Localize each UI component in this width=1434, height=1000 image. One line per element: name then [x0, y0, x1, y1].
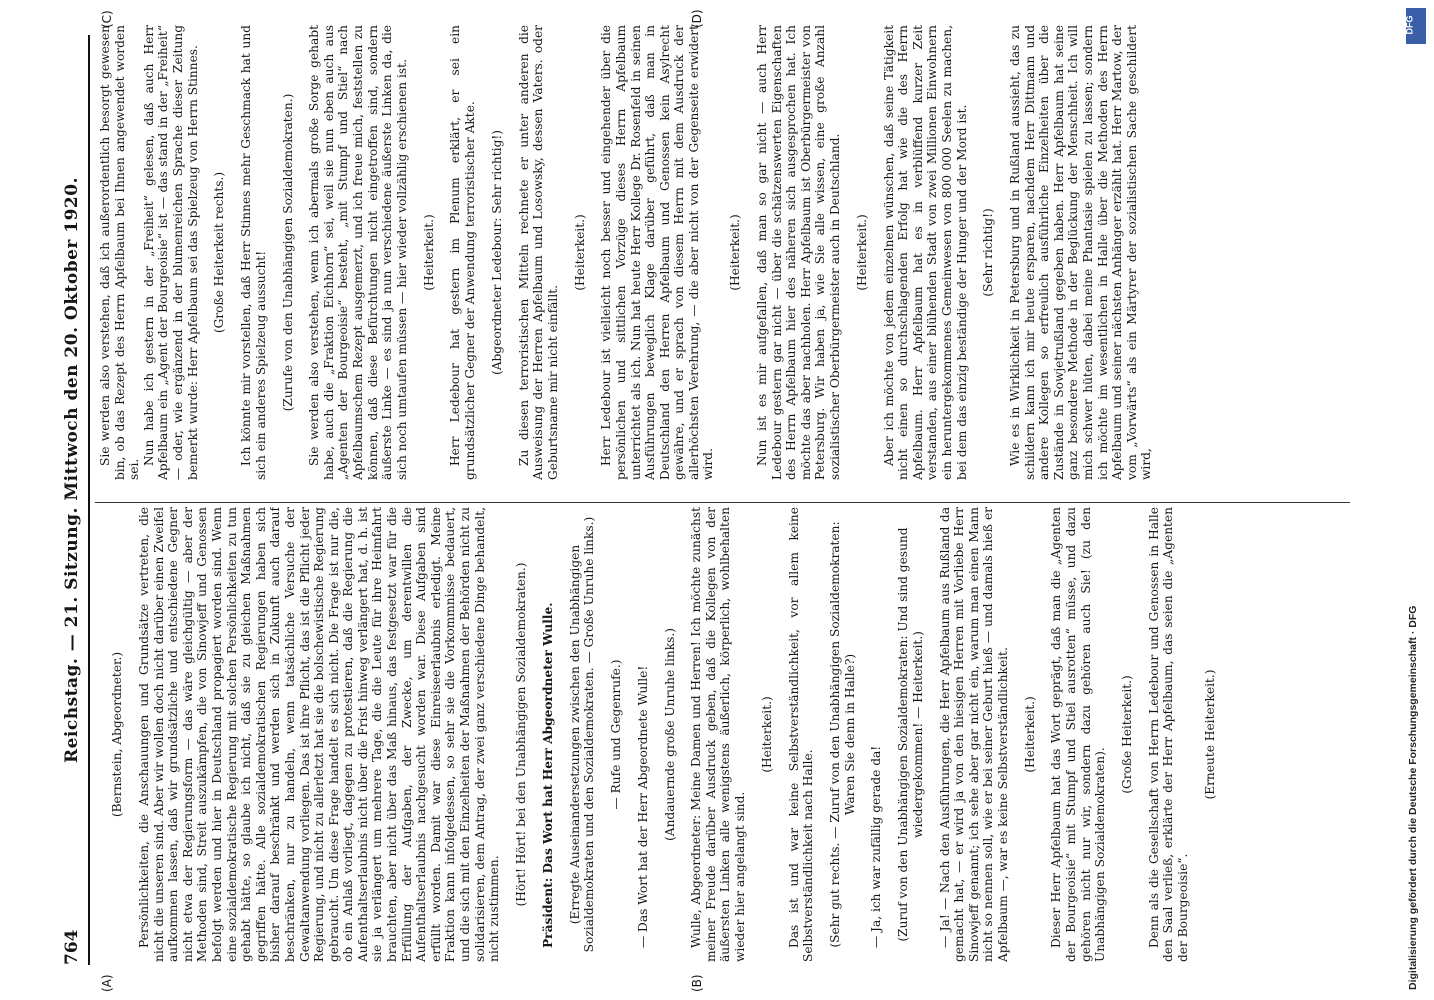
dfg-logo: DFG — [1406, 8, 1426, 44]
interjection: (Abgeordneter Ledebour: Sehr richtig!) — [489, 129, 504, 376]
interjection: (Heiterkeit.) — [1022, 696, 1037, 773]
paragraph: Sie werden also verstehen, wenn ich abermals große Sorge gehabt habe, auch die „Fraktion Eichhorn“ sei, weil sie nun eben auch aus „Agenten der Bourgeoisie“ besteht, „mit Stumpf und Stiel“ nach Apfelbaumschem Rezept ausgemerzt, und ich freue mich, feststellen zu können, daß diese Befürchtungen nicht eingetroffen sind, sondern äußerste Linke — es sind ja nun verschiedene äußerste Linken da, die sich noch umtaufen müssen — hier wieder vollzählig erschienen ist. — [307, 25, 409, 480]
paragraph: Herr Ledebour ist vielleicht noch besser und eingehender über die persönlichen und sittlichen Vorzüge dieses Herrn Apfelbaum unterrichtet als ich. Nun hat heute Herr Kollege Dr. Rosenfeld in seinen Ausführungen beweglich Klage darüber geführt, daß man in Deutschland den Herren Apfelbaum und Genossen kein Asylrecht gewähre, und er sprach von diesem Herrn mit dem Ausdruck der allerhöchsten Verehrung, — die aber nicht von der Gegenseite erwidert wird. — [599, 25, 716, 480]
interjection: (Heiterkeit.) — [421, 214, 436, 291]
paragraph: Denn als die Gesellschaft von Herrn Ledebour und Genossen in Halle den Saal verließ, erklärte der Herr Apfelbaum, das seien die „Agenten der Bourgeoisie“. — [1146, 507, 1190, 962]
interjection: (Heiterkeit.) — [728, 214, 743, 291]
column-divider — [95, 502, 1350, 503]
paragraph: Aber ich möchte von jedem einzelnen wünschen, daß seine Tätigkeit nicht einen so durchschlagenden Erfolg hat wie die des Herrn Apfelbaum. Herr Apfelbaum hat es in verblüffend kurzer Zeit verstanden, aus einer blühenden Stadt von zwei Millionen Einwohnern ein heruntergekommenes Gemeinwesen von 800 000 Seelen zu machen, bei dem das einzig beständige der Hunger und der Mord ist. — [881, 25, 969, 480]
paragraph: Zu diesen terroristischen Mitteln rechnete er unter anderen die Ausweisung der Herren Apfelbaum und Losowsky, dessen Vaters. oder Geburtsname mir nicht einfällt. — [516, 25, 560, 480]
interjection: (Andauernde große Unruhe links.) — [662, 628, 677, 841]
interjection: (Zurufe von den Unabhängigen Sozialdemokraten.) — [280, 93, 295, 412]
paragraph: Herr Ledebour hat gestern im Plenum erklärt, er sei ein grundsätzlicher Gegner der Anwendung terroristischer Akte. — [448, 25, 477, 480]
interjection: (Erneute Heiterkeit.) — [1202, 669, 1217, 800]
paragraph: Nun habe ich gestern in der „Freiheit“ gelesen, daß auch Herr Apfelbaum ein „Agent der Bourgeoisie“ ist — das stand in der „Freiheit“ — oder, wie ergänzend in der blumenreichen Sprache dieser Zeitung bemerkt wurde: Herr Apfelbaum sei das Spielzeug von Herrn Stinnes. — [141, 25, 200, 480]
marker-d: (D) — [690, 9, 704, 28]
paragraph: Nun ist es mir aufgefallen, daß man so gar nicht — auch Herr Ledebour gestern gar nicht — über die schätzenswerten Eigenschaften des Herrn Apfelbaum hier des näheren sich ausgesprochen hat. Ich möchte das aber nachholen. Herr Apfelbaum ist Oberbürgermeister von Petersburg. Wir haben ja, wie Sie alle wissen, eine große Anzahl sozialistischer Oberbürgermeister auch in Deutschland. — [755, 25, 842, 480]
paragraph: Dieser Herr Apfelbaum hat das Wort geprägt, daß man die „Agenten der Bourgeoisie“ mit Stumpf und Stiel ausrotten“ müsse, und dazu gehören nicht nur wir, sondern dazu gehören auch Sie! (zu den Unabhängigen Sozialdemokraten). — [1049, 507, 1108, 962]
interjection: (Sehr gut rechts. — Zuruf von den Unabhängigen Sozialdemokraten: Waren Sie denn in Halle?) — [828, 521, 857, 948]
paragraph: Persönlichkeiten, die Anschauungen und Grundsätze vertreten, die nicht die unseren sind. Aber wir wollen doch nicht darüber einen Zweifel aufkommen lassen, daß wir grundsätzliche und entschiedene Gegner nicht etwa der Regierungsform — das wäre gleichgültig — aber der Methoden sind, Streit auszukämpfen, die von Sinowjeff und Genossen befolgt werden und hier in Deutschland propagiert worden sind. Wenn eine sozialdemokratische Regierung mit solchen Persönlichkeiten zu tun gehabt hätte, so glaube ich nicht, daß sie zu gleichen Maßnahmen gegriffen hätte. Alle sozialdemokratischen Regierungen haben sich bisher darauf beschränkt und werden sich in Zukunft auch darauf beschränken, nur zu handeln, wenn tatsächliche Versuche der Gewaltanwendung vorliegen. Das ist ihre Pflicht, das ist die Pflicht jeder Regierung, und nicht zu allerletzt hat sie die bolschewistische Regierung gebraucht. Um diese Frage handelt es sich nicht. Die Frage ist nur die, ob ein Anlaß vorliegt, dagegen zu protestieren, daß die Regierung die Aufenthaltserlaubnis nicht über die Frist hinweg verlängert hat, d. h. ist sie ja verlängert um mehrere Tage, die die Leute für ihre Heimfahrt brauchten, aber nicht über das Maß hinaus, das festgesetzt war für die Erfüllung der Aufgaben, der Zwecke, um derentwillen die Aufenthaltserlaubnis nachgesucht worden war. Diese Aufgaben sind erfüllt worden. Damit war diese Einreiseerlaubnis erledigt. Meine Fraktion kann infolgedessen, so sehr sie die Vorkommnisse bedauert, und die sich mit den Einzelheiten der Maßnahmen der Behörden nicht zu solidarisieren, dem Antrag, der zwei ganz verschiedene Dinge behandelt, nicht zustimmen. — [136, 507, 502, 962]
paragraph: Präsident: Das Wort hat Herr Abgeordneter Wulle. — [540, 602, 555, 948]
interjection: (Große Heiterkeit.) — [1120, 675, 1135, 794]
paragraph: — Ja, ich war zufällig gerade da! — [869, 745, 884, 948]
interjection: (Große Heiterkeit rechts.) — [212, 171, 227, 334]
interjection: (Hört! Hört! bei den Unabhängigen Sozialdemokraten.) — [514, 562, 528, 907]
page-number: 764 — [62, 929, 82, 965]
paragraph: Das ist und war keine Selbstverständlichkeit, vor allem keine Selbstverständlichkeit nach Halle. — [786, 507, 816, 962]
interjection: (Heiterkeit.) — [854, 214, 869, 291]
page-title: Reichstag. — 21. Sitzung. Mittwoch den 20. Oktober 1920. — [62, 176, 82, 764]
interjection: (Zuruf von den Unabhängigen Sozialdemokraten: Und sind gesund wiedergekommen! — Heiterkeit.) — [896, 527, 925, 942]
marker-c: (C) — [100, 10, 114, 28]
interjection: (Heiterkeit.) — [572, 214, 587, 291]
marker-b: (B) — [690, 974, 704, 992]
digitization-credit: Digitalisierung gefördert durch die Deutsche Forschungsgemeinschaft · DFG — [1407, 605, 1419, 990]
left-column — [98, 507, 1348, 962]
right-column — [98, 25, 1348, 480]
interjection: (Heiterkeit.) — [759, 696, 774, 773]
interjection: — Rufe und Gegenrufe.) — [608, 659, 623, 810]
paragraph: — Das Wort hat der Herr Abgeordnete Wulle! — [635, 665, 650, 948]
paragraph: Sie werden also verstehen, daß ich außerordentlich besorgt gewesen bin, ob das Rezept des Herrn Apfelbaum bei Ihnen angewendet worden sei. — [98, 25, 142, 480]
paragraph: — Ja! — Nach den Ausführungen, die Herr Apfelbaum aus Rußland da gemacht hat, — er wird ja von den hiesigen Herren mit Vorliebe Herr Sinowjeff genannt; ich sehe aber gar nicht ein, warum man einen Mann nicht so nennen soll, wie er bei seiner Geburt hieß — und damals hieß er Apfelbaum —, war es keine Selbstverständlichkeit. — [937, 507, 1010, 962]
paragraph: Wulle, Abgeordneter: Meine Damen und Herren! Ich möchte zunächst meiner Freude darüber Ausdruck geben, daß die Kollegen von der äußersten Linken alle wenigstens äußerlich, körperlich, wohlbehalten wieder hier angelangt sind. — [689, 507, 748, 962]
interjection: (Sehr richtig!) — [981, 208, 996, 297]
page-header — [58, 35, 90, 965]
marker-a: (A) — [100, 974, 114, 992]
paragraph: Wie es in Wirklichkeit in Petersburg und in Rußland aussieht, das zu schildern kann ich mir heute ersparen, nachdem Herr Dittmann und andere Kollegen so erfreulich ausführliche Einzelheiten über die Zustände in Sowjetrußland gegeben haben. Herr Apfelbaum hat seine ganz besondere Methode in der Beglückung der Menschheit. Ich will mich schwer hüten, dabei meine Phantasie spielen zu lassen; sondern ich möchte im wesentlichen in Halle über die Methoden des Herrn Apfelbaum und seiner nächsten Anhänger erzählt hat. Herr Martow, der vom „Vorwärts“ als ein Märtyrer der sozialistischen Sache geschildert wird, — [1008, 25, 1154, 480]
interjection: (Bernstein, Abgeordneter.) — [110, 651, 125, 818]
interjection: (Erregte Auseinandersetzungen zwischen den Unabhängigen Sozialdemokraten und den Sozialdemokraten. — Große Unruhe links.) — [567, 516, 597, 953]
paragraph: Ich könnte mir vorstellen, daß Herr Stinnes mehr Geschmack hat und sich ein anderes Spielzeug aussucht! — [239, 25, 268, 480]
